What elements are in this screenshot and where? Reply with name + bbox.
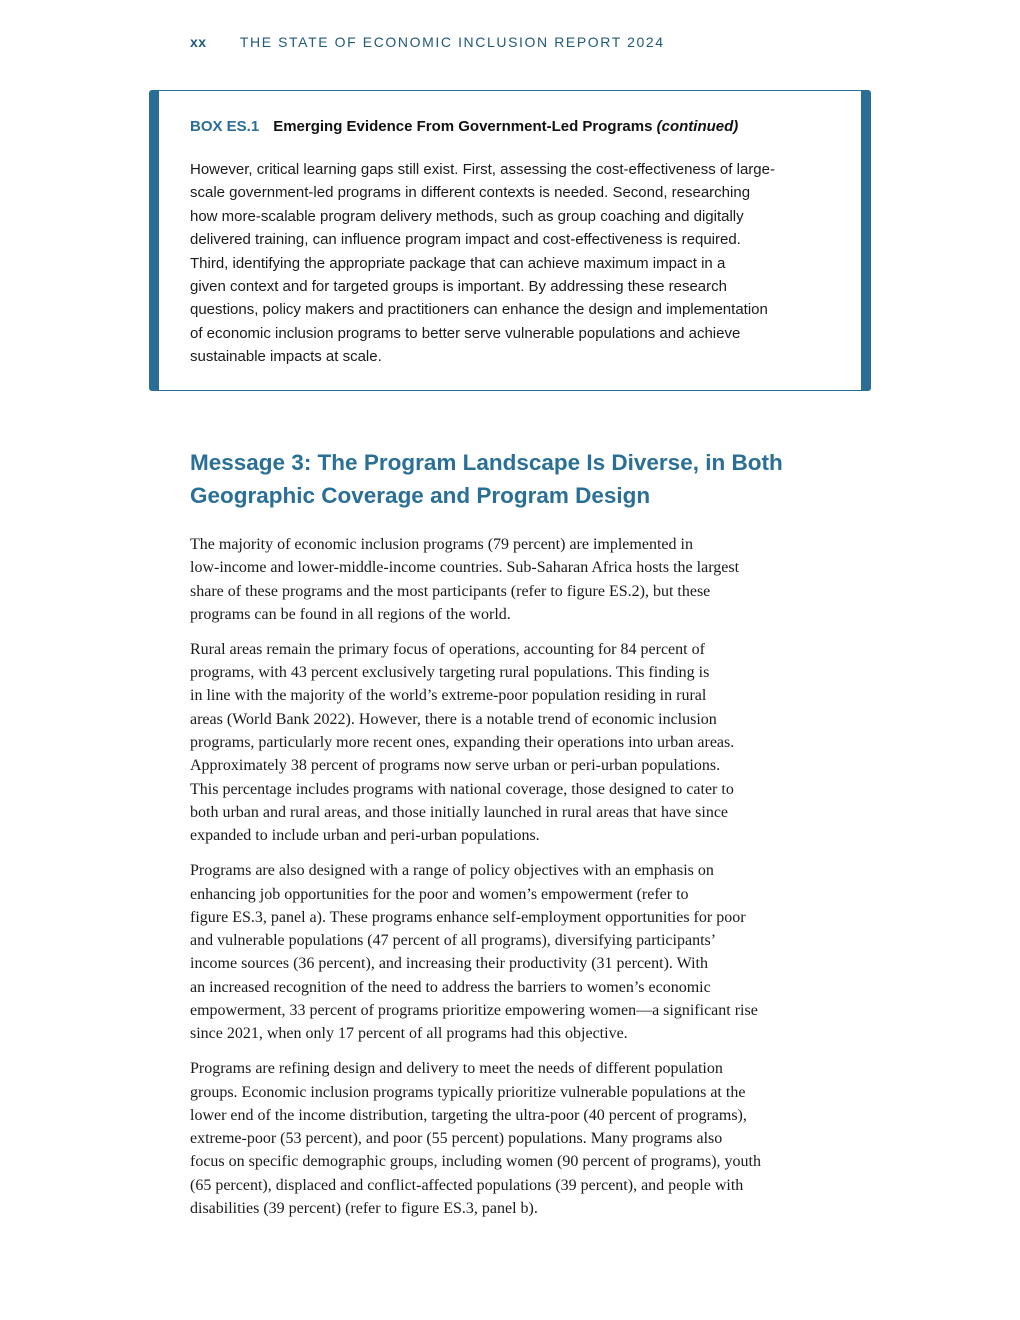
- text-line: Rural areas remain the primary focus of operations, accounting for 84 percent of: [190, 640, 705, 658]
- body-text: [190, 533, 840, 1232]
- text-line: expanded to include urban and peri-urban populations.: [190, 827, 540, 845]
- text-line: focus on specific demographic groups, including women (90 percent of programs), youth: [190, 1153, 761, 1171]
- paragraph: [190, 859, 840, 1045]
- box-line: sustainable impacts at scale.: [190, 348, 382, 366]
- page-number: xx: [190, 34, 207, 50]
- box-es1: [149, 90, 871, 391]
- text-line: This percentage includes programs with national coverage, those designed to cater to: [190, 780, 734, 798]
- text-line: enhancing job opportunities for the poor and women’s empowerment (refer to: [190, 885, 689, 903]
- paragraph: [190, 533, 840, 626]
- text-line: Programs are refining design and delivery to meet the needs of different population: [190, 1060, 723, 1078]
- box-line: given context and for targeted groups is important. By addressing these research: [190, 278, 727, 296]
- text-line: groups. Economic inclusion programs typically prioritize vulnerable populations at the: [190, 1083, 746, 1101]
- text-line: areas (World Bank 2022). However, there is a notable trend of economic inclusion: [190, 710, 717, 728]
- text-line: an increased recognition of the need to address the barriers to women’s economic: [190, 978, 711, 996]
- text-line: The majority of economic inclusion programs (79 percent) are implemented in: [190, 536, 693, 553]
- box-line: questions, policy makers and practitioners can enhance the design and implementation: [190, 301, 768, 319]
- running-header: [190, 34, 665, 50]
- heading-line: Message 3: The Program Landscape Is Diverse, in Both: [190, 450, 783, 475]
- text-line: Approximately 38 percent of programs now serve urban or peri-urban populations.: [190, 757, 721, 775]
- box-line: of economic inclusion programs to better serve vulnerable populations and achieve: [190, 324, 741, 342]
- text-line: disabilities (39 percent) (refer to figure ES.3, panel b).: [190, 1200, 538, 1218]
- paragraph: [190, 638, 840, 848]
- text-line: income sources (36 percent), and increasing their productivity (31 percent). With: [190, 955, 708, 973]
- box-title-text: Emerging Evidence From Government-Led Programs: [273, 118, 653, 135]
- text-line: (65 percent), displaced and conflict-affected populations (39 percent), and people with: [190, 1176, 744, 1194]
- box-label: BOX ES.1: [190, 118, 260, 135]
- text-line: programs, particularly more recent ones, expanding their operations into urban areas.: [190, 734, 735, 752]
- text-line: share of these programs and the most participants (refer to figure ES.2), but these: [190, 582, 711, 600]
- text-line: Programs are also designed with a range of policy objectives with an emphasis on: [190, 862, 714, 880]
- text-line: both urban and rural areas, and those initially launched in rural areas that have since: [190, 803, 729, 821]
- text-line: figure ES.3, panel a). These programs enhance self-employment opportunities for poor: [190, 908, 746, 926]
- running-title: THE STATE OF ECONOMIC INCLUSION REPORT 2024: [239, 34, 665, 50]
- box-body: [190, 158, 840, 369]
- box-title: [190, 118, 738, 135]
- text-line: since 2021, when only 17 percent of all programs had this objective.: [190, 1025, 628, 1043]
- heading-line: Geographic Coverage and Program Design: [190, 483, 651, 508]
- text-line: extreme-poor (53 percent), and poor (55 percent) populations. Many programs also: [190, 1130, 723, 1148]
- box-line: delivered training, can influence program impact and cost-effectiveness is required.: [190, 231, 741, 249]
- box-line: how more-scalable program delivery methods, such as group coaching and digitally: [190, 207, 744, 225]
- text-line: programs, with 43 percent exclusively targeting rural populations. This finding is: [190, 664, 710, 682]
- text-line: and vulnerable populations (47 percent of all programs), diversifying participants’: [190, 932, 717, 950]
- box-line: Third, identifying the appropriate package that can achieve maximum impact in a: [190, 254, 726, 272]
- section-heading: [190, 446, 783, 512]
- box-line: scale government-led programs in different contexts is needed. Second, researching: [190, 184, 751, 202]
- text-line: programs can be found in all regions of the world.: [190, 605, 511, 623]
- text-line: in line with the majority of the world’s extreme-poor population residing in rural: [190, 687, 707, 705]
- text-line: empowerment, 33 percent of programs prioritize empowering women—a significant rise: [190, 1002, 758, 1020]
- paragraph: [190, 1057, 840, 1220]
- text-line: low-income and lower-middle-income countries. Sub-Saharan Africa hosts the largest: [190, 559, 740, 577]
- box-continued: (continued): [656, 118, 739, 135]
- box-line: However, critical learning gaps still exist. First, assessing the cost-effectiveness of large-: [190, 161, 775, 178]
- text-line: lower end of the income distribution, targeting the ultra-poor (40 percent of programs),: [190, 1106, 747, 1124]
